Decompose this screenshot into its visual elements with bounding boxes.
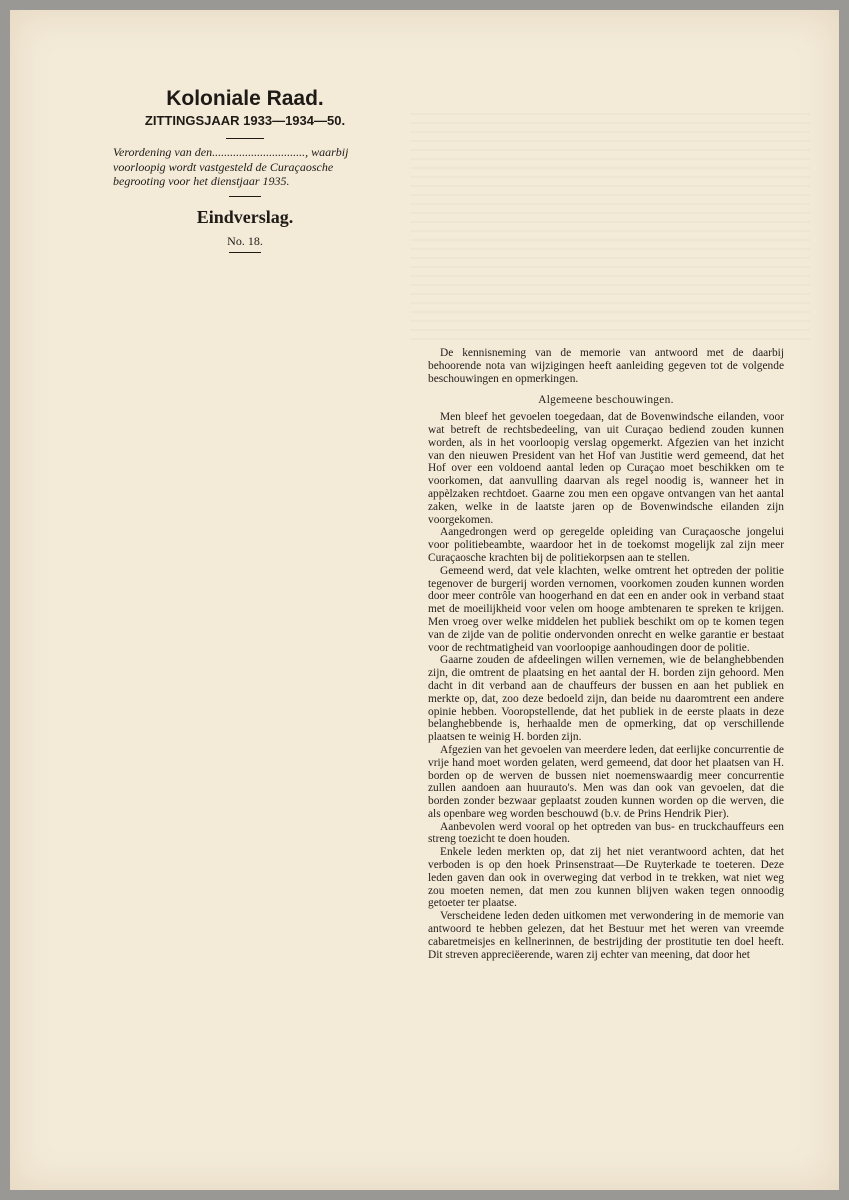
document-number: No. 18. <box>227 233 263 248</box>
body-paragraph: Aangedrongen werd op geregelde opleiding van Curaçaosche jongelui voor politiebeambte, waardoor het in de toekomst mogelijk zal zijn meer Curaçaosche krachten bij de politiekorpsen aan te stellen. <box>428 526 784 564</box>
body-column <box>428 347 784 961</box>
body-paragraph: Afgezien van het gevoelen van meerdere leden, dat eerlijke concurrentie de vrije hand moet worden gelaten, werd gemeend, dat door het plaatsen van H. borden op de werven de bussen niet noemenswaardig meer concurrentie zullen aandoen aan huurauto's. Men was dan ook van gevoelen, dat die borden zonder bezwaar geplaatst zouden kunnen worden op die werven, die als openbare weg worden beschouwd (b.v. de Prins Hendrik Pier). <box>428 743 784 820</box>
body-paragraph: Verscheidene leden deden uitkomen met verwondering in de memorie van antwoord te hebben gelezen, dat het Bestuur met het weren van vreemde cabaretmeisjes en kellnerinnen, de bestrijding der prostitutie ten doel heeft. Dit streven appreciëerende, waren zij echter van meening, dat door het <box>428 910 784 961</box>
section-heading: Algemeene beschouwingen. <box>538 394 674 407</box>
divider-rule <box>226 138 264 139</box>
document-page <box>10 10 839 1190</box>
divider-rule-short <box>229 196 261 197</box>
body-paragraph: Aanbevolen werd vooral op het optreden van bus- en truckchauffeurs een streng toezicht te doen houden. <box>428 820 784 846</box>
body-paragraph: Enkele leden merkten op, dat zij het niet verantwoord achten, dat het verboden is op den hoek Prinsenstraat—De Ruyterkade te toeteren. Deze leden gaven dan ook in overweging dat verbod in te trekken, wat niet weg zou moeten nemen, dat men zou kunnen blijven waken tegen onnoodig getoeter ter plaatse. <box>428 846 784 910</box>
bleed-through-texture <box>410 110 810 340</box>
council-title: Koloniale Raad. <box>166 87 324 110</box>
body-paragraph: Gemeend werd, dat vele klachten, welke omtrent het optreden der politie tegenover de burgerij worden vernomen, voorkomen zouden kunnen worden door meer contrôle van hoogerhand en dat een en ander ook in verband staat met de moeilijkheid voor velen om hooge ambtenaren te spreken te krijgen. Men vroeg over welke middelen het publiek beschikt om op te komen tegen van de zijde van de politie ondervonden onrecht en welke garantie er bestaat voor de rechtmatigheid van voorloopige aanhoudingen door de politie. <box>428 564 784 654</box>
report-title: Eindverslag. <box>196 206 294 227</box>
intro-paragraph: De kennisneming van de memorie van antwoord met de daarbij behoorende nota van wijzigingen heeft aanleiding gegeven tot de volgende beschouwingen en opmerkingen. <box>428 347 784 385</box>
ordinance-subject: Verordening van den..............................., waarbij voorloopig wordt vastgesteld de Curaçaosche begrooting voor het dienstjaar 1935. <box>113 145 349 188</box>
document-header <box>105 86 385 262</box>
divider-rule-bottom <box>229 252 261 253</box>
body-paragraph: Gaarne zouden de afdeelingen willen vernemen, wie de belanghebbenden zijn, die omtrent de plaatsing en het aantal der H. borden zijn gehoord. Men dacht in dit verband aan de chauffeurs der bussen en aan het publiek en merkte op, dat, zoo deze bedoeld zijn, dan beide nu daaromtrent een andere opinie hebben. Vooropstellende, dat het publiek in de eerste plaats in deze belanghebbende is, herhaalde men de opmerking, dat op verschillende plaatsen te weinig H. borden zijn. <box>428 654 784 744</box>
body-paragraph: Men bleef het gevoelen toegedaan, dat de Bovenwindsche eilanden, voor wat betreft de rechtsbedeeling, van uit Curaçao bediend zouden kunnen worden, als in het voorloopig verslag opgemerkt. Afgezien van het inzicht van den nieuwen President van het Hof van Justitie werd gemeend, dat het Hof over een voldoend aantal leden op Curaçao moet beschikken om te voorkomen, dat aanvulling daarvan als regel noodig is, wanneer het in appèlzaken rechtdoet. Gaarne zou men een opgave ontvangen van het aantal zaken, welke in de laatste jaren op de Bovenwindsche eilanden zijn voorgekomen. <box>428 411 784 526</box>
session-year: ZITTINGSJAAR 1933—1934—50. <box>144 113 346 128</box>
